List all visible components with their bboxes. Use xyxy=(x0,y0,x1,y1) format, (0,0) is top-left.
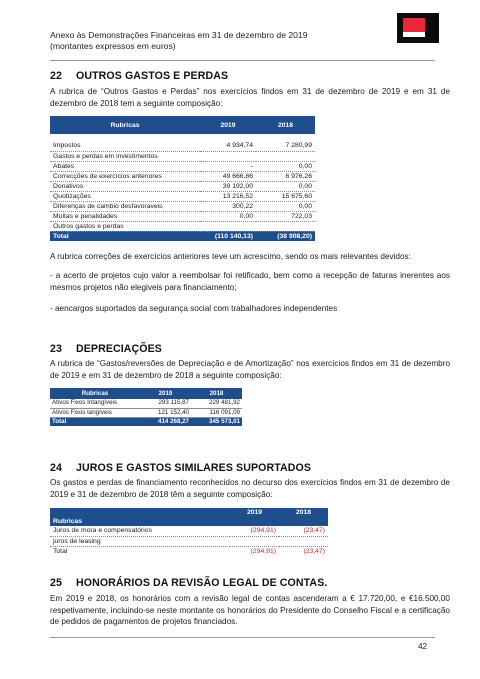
outros-gastos-table xyxy=(50,116,315,241)
section-25-title xyxy=(50,577,327,589)
section-number: 23 xyxy=(50,343,62,355)
cell-2018: 229 481,92 xyxy=(191,399,242,408)
table-row xyxy=(50,171,315,181)
cell-label: Ativos Fixos Intangíveis xyxy=(50,399,140,408)
cell-2019: 300,22 xyxy=(200,201,256,211)
col-header-rubricas: Rubricas xyxy=(50,517,230,526)
table-subheader-row xyxy=(50,517,328,526)
table-row xyxy=(50,141,315,151)
total-label: Total xyxy=(50,231,200,241)
cell-2019: 0,00 xyxy=(200,211,256,221)
cell-2018 xyxy=(256,151,315,161)
cell-2018: 722,03 xyxy=(256,211,315,221)
cell-2018 xyxy=(279,536,328,546)
table-row xyxy=(50,211,315,221)
cell-label: Quotizações xyxy=(50,191,200,201)
total-label: Total xyxy=(50,417,140,426)
header-divider xyxy=(50,60,435,61)
col-subheader-2019 xyxy=(230,517,279,526)
cell-2018: 15 675,60 xyxy=(256,191,315,201)
table-row xyxy=(50,408,242,417)
col-header-2018: 2018 xyxy=(279,508,328,517)
col-header-2018: 2018 xyxy=(256,116,315,134)
header-subtitle: (montantes expressos em euros) xyxy=(50,41,176,51)
table-row xyxy=(50,399,242,408)
section-22-intro: A rubrica de “Outros Gastos e Perdas” nos exercícios findos em 31 de dezembro de 2019 e em 31 de dezembro de 2018 tem a seguinte composição: xyxy=(50,87,450,108)
section-heading: JUROS E GASTOS SIMILARES SUPORTADOS xyxy=(76,462,312,474)
header-title: Anexo às Demonstrações Financeiras em 31 de dezembro de 2019 xyxy=(50,30,308,40)
table-row xyxy=(50,536,328,546)
col-header-rubricas: Rubricas xyxy=(50,116,200,134)
col-header-rubricas: Rubricas xyxy=(50,388,140,399)
cell-label: Correcções de exercícios anteriores xyxy=(50,171,200,181)
total-2019: (110 140,13) xyxy=(200,231,256,241)
section-number: 22 xyxy=(50,70,62,82)
cell-2018: 0,00 xyxy=(256,161,315,171)
total-2018: (23,47) xyxy=(303,547,325,555)
section-25-text: Em 2019 e 2018, os honorários com a revisão legal de contas ascenderam a € 17.720,00, e €16.500,00 respetivamente, incluindo-se neste montante os honorários do Presidente do Conselho Fiscal e a certificação de pedidos de pagamentos de projetos financiados. xyxy=(50,594,450,627)
table-header-row xyxy=(50,116,315,134)
table-total-row xyxy=(50,231,315,241)
cell-2019 xyxy=(230,536,279,546)
cell-2019: - xyxy=(200,161,256,171)
cell-2019 xyxy=(200,151,256,161)
table-row xyxy=(50,181,315,191)
col-header-2019: 2019 xyxy=(230,508,279,517)
section-24-title xyxy=(50,462,311,474)
cell-2018: 116 091,09 xyxy=(191,408,242,417)
cell-2019: 121 152,40 xyxy=(140,408,191,417)
section-23-title xyxy=(50,343,162,355)
col-header-empty xyxy=(50,508,230,517)
cell-label: Diferenças de cambio desfavoraveis xyxy=(50,201,200,211)
footer-divider xyxy=(50,637,435,638)
table-row xyxy=(50,221,315,231)
section-number: 25 xyxy=(50,577,62,589)
total-2019: (294,91) xyxy=(250,547,276,555)
cell-2018 xyxy=(256,221,315,231)
cell-label: Impostos xyxy=(50,141,200,151)
total-label: Total xyxy=(53,547,68,555)
table-row xyxy=(50,201,315,211)
col-subheader-2018 xyxy=(279,517,328,526)
total-2018: 345 573,01 xyxy=(191,417,242,426)
cell-label: Gastos e perdas em investimentos xyxy=(50,151,200,161)
cell-2019: (294,91) xyxy=(230,526,279,536)
section-22-note-3: - aencargos suportados da segurança social com trabalhadores independentes xyxy=(50,304,338,313)
total-2019: 414 268,27 xyxy=(140,417,191,426)
table-header-row xyxy=(50,508,328,517)
page-number: 42 xyxy=(418,642,428,651)
col-header-2019: 2019 xyxy=(200,116,256,134)
table-total-row xyxy=(50,417,242,426)
cell-label: Abates xyxy=(50,161,200,171)
section-heading: HONORÁRIOS DA REVISÃO LEGAL DE CONTAS. xyxy=(76,577,328,589)
cell-2018: 6 976,26 xyxy=(256,171,315,181)
section-23-intro: A rubrica de “Gastos/reversões de Depreciação e de Amortização” nos exercícios findos em 31 de dezembro de 2019 e em 31 de dezembro de 2018 a seguinte composição: xyxy=(50,359,450,380)
cell-2019: 39 192,00 xyxy=(200,181,256,191)
cell-label: Juros de mora e compensatórios xyxy=(50,526,230,536)
cell-2019: 293 115,87 xyxy=(140,399,191,408)
section-22-note-1: A rubrica correções de exercícios anteriores teve um acrescimo, sendo os mais relevantes devidos: xyxy=(50,252,411,261)
table-header-row xyxy=(50,388,242,399)
cell-2018: 0,00 xyxy=(256,181,315,191)
cell-label: Donativos xyxy=(50,181,200,191)
cell-2019: 13 216,52 xyxy=(200,191,256,201)
section-22-note-2: - a acerto de projetos cujo valor a reembolsar foi retificado, bem como a recepção de faturas inerentes aos mesmos projetos não elegiveis para financiamento; xyxy=(50,271,450,292)
cell-2018: (23,47) xyxy=(279,526,328,536)
page-header xyxy=(50,30,307,52)
table-row xyxy=(50,526,328,536)
cell-2018: 0,00 xyxy=(256,201,315,211)
juros-table xyxy=(50,508,328,556)
cell-2019: 4 934,74 xyxy=(200,141,256,151)
total-2018: (38 908,20) xyxy=(256,231,315,241)
cell-2019: 49 666,86 xyxy=(200,171,256,181)
section-heading: DEPRECIAÇÕES xyxy=(76,343,162,355)
cell-label: Outros gastos e perdas xyxy=(50,221,200,231)
cell-label: Ativos Fixos tangíveis xyxy=(50,408,140,417)
col-header-2019: 2019 xyxy=(140,388,191,399)
table-row xyxy=(50,191,315,201)
cell-2019 xyxy=(200,221,256,231)
section-22-title xyxy=(50,70,228,82)
table-row xyxy=(50,161,315,171)
cell-label: juros de leasing xyxy=(50,536,230,546)
section-24-intro: Os gastos e perdas de financiamento reconhecidos no decurso dos exercícios findos em 31 de dezembro de 2019 e 31 de dezembro de 2018 têm a seguinte composição: xyxy=(50,478,450,499)
logo-white-bar xyxy=(403,32,425,37)
section-number: 24 xyxy=(50,462,62,474)
table-total-row xyxy=(50,546,328,556)
table-row xyxy=(50,151,315,161)
col-header-2018: 2018 xyxy=(191,388,242,399)
cell-2018: 7 280,99 xyxy=(256,141,315,151)
company-logo xyxy=(397,13,439,43)
logo-red-block xyxy=(403,18,425,32)
depreciacoes-table xyxy=(50,388,242,426)
cell-label: Multas e penalidades xyxy=(50,211,200,221)
section-heading: OUTROS GASTOS E PERDAS xyxy=(76,70,229,82)
